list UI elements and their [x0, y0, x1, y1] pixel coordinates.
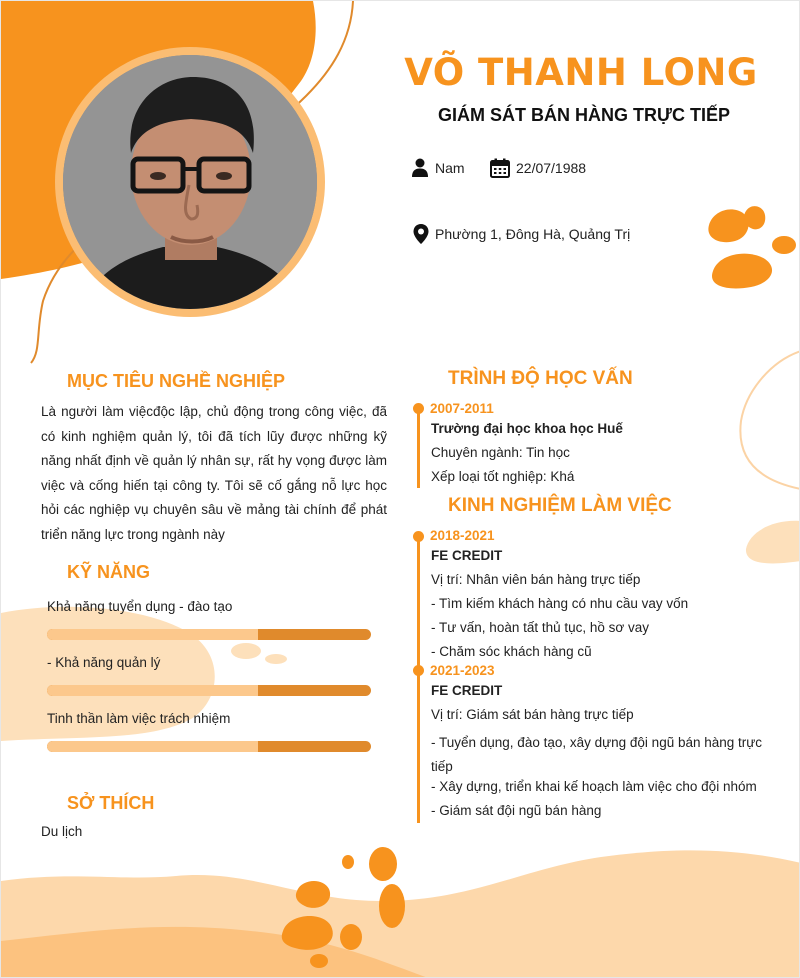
skill-bar [47, 685, 371, 696]
job-line: Vị trí: Nhân viên bán hàng trực tiếp [431, 572, 641, 587]
skill-bar-fill [47, 741, 258, 752]
full-name: VÕ THANH LONG [404, 51, 758, 94]
person-icon [411, 158, 429, 178]
timeline-dot [413, 403, 424, 414]
job-line: - Tư vấn, hoàn tất thủ tục, hồ sơ vay [431, 620, 650, 635]
hobbies-heading: SỞ THÍCH [67, 793, 155, 813]
skill-label: Khả năng tuyển dụng - đào tạo [47, 599, 233, 614]
job-period: 2018-2021 [430, 528, 495, 543]
birthday-value: 22/07/1988 [516, 160, 587, 176]
skill-bar-fill [47, 629, 258, 640]
education-school: Trường đại học khoa học Huế [431, 421, 623, 436]
job-company: FE CREDIT [431, 683, 503, 698]
job-line: Vị trí: Giám sát bán hàng trực tiếp [431, 707, 634, 722]
skill-label: Tinh thần làm việc trách nhiệm [47, 711, 231, 726]
address-value: Phường 1, Đông Hà, Quảng Trị [435, 226, 631, 242]
timeline-dot [413, 665, 424, 676]
education-major: Chuyên ngành: Tin học [431, 445, 570, 460]
skill-label: - Khả năng quản lý [47, 655, 161, 670]
education-period: 2007-2011 [430, 401, 494, 416]
experience-timeline [417, 533, 420, 823]
gender-value: Nam [435, 160, 465, 176]
objective-text: Là người làm việcđộc lập, chủ động trong công việc, đã có kinh nghiệm quản lý, tôi đã tích lũy được những kỹ năng nhất định về quản lý nhân sự, rất hy vọng được làm việc và cống hiến tại công ty. Tôi sẽ cố gắng nỗ lực học hỏi các nghiệp vụ chuyên sâu về mảng tài chính để phát triển năng lực trong ngành này [41, 404, 387, 542]
objective-heading: MỤC TIÊU NGHỀ NGHIỆP [67, 371, 286, 391]
experience-heading: KINH NGHIỆM LÀM VIỆC [448, 495, 672, 516]
job-line: - Xây dựng, triển khai kế hoạch làm việc cho đội nhóm [431, 779, 757, 794]
skills-heading: KỸ NĂNG [67, 562, 151, 582]
calendar-icon [490, 158, 510, 178]
skill-bar-fill [47, 685, 258, 696]
education-grade: Xếp loại tốt nghiệp: Khá [431, 469, 575, 484]
skill-bar [47, 629, 371, 640]
job-line: - Giám sát đội ngũ bán hàng [431, 803, 602, 818]
gender-info [411, 158, 465, 178]
job-line: - Tuyển dụng, đào tạo, xây dựng đội ngũ bán hàng trực tiếp [431, 735, 763, 774]
avatar-portrait [63, 55, 317, 309]
job-company: FE CREDIT [431, 548, 503, 563]
birthday-info [490, 158, 586, 178]
address-info [413, 224, 630, 244]
location-pin-icon [413, 224, 429, 244]
job-line: - Tìm kiếm khách hàng có nhu cầu vay vốn [431, 596, 689, 611]
job-period: 2021-2023 [430, 663, 495, 678]
hobbies-text: Du lịch [41, 824, 83, 839]
skill-bar [47, 741, 371, 752]
education-heading: TRÌNH ĐỘ HỌC VẤN [448, 368, 633, 389]
education-timeline [417, 405, 420, 488]
job-title: GIÁM SÁT BÁN HÀNG TRỰC TIẾP [438, 105, 730, 125]
timeline-dot [413, 531, 424, 542]
avatar [63, 55, 317, 309]
job-line: - Chăm sóc khách hàng cũ [431, 644, 592, 659]
